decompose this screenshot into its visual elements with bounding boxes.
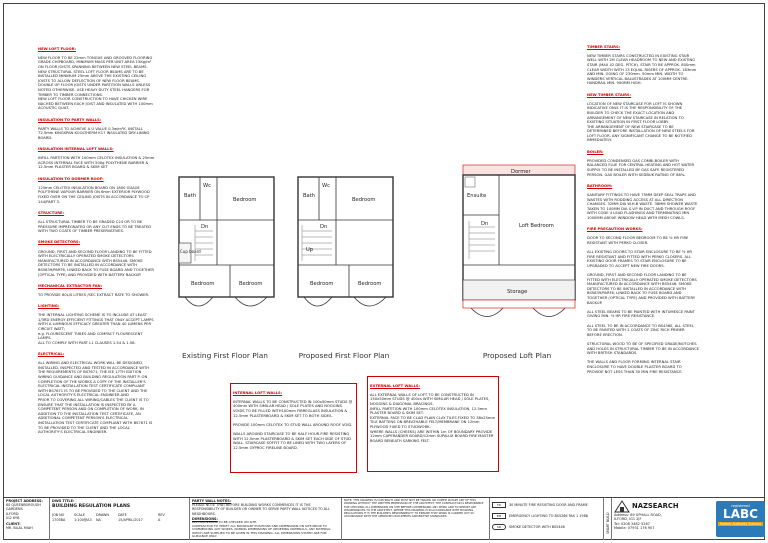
left-notes-column: [38, 40, 155, 439]
plan-title-proposed: Proposed First Floor Plan: [298, 351, 390, 360]
room-label: Up: [306, 247, 314, 253]
room-label: Dn: [481, 221, 489, 227]
info-value: A: [158, 517, 161, 522]
room-label: Dormer: [511, 169, 531, 175]
project-address: 80 QUEENBOROUGH GARDENS ILFORD IG2 6YB: [6, 503, 41, 520]
company-cell: [612, 498, 710, 540]
client-label: CLIENT:: [6, 522, 21, 527]
info-value: 1705BA: [52, 517, 66, 522]
room-label: Bath: [303, 193, 316, 199]
existing-first-floor-plan: [175, 165, 285, 325]
note-text: THE INTERNAL LIGHTING SCHEME IS TO INCLUDE AT LEAST 1/3RD ENERGY EFFICIENT FITTINGS THAT ONLY ACCEPT LAMPS WITH A LUMINOUS EFFICACY GREATER THAN 40 LUMENS PER CIRCUIT WATT; e.g. FLOURESCENT TUBES AND COMPACT FLOURESCENT LAMPS. ALL TO COMPLY WITH PART L1 CLAUSES 1.54 & 1.56.: [38, 313, 154, 345]
info-label: SCALE: [74, 513, 85, 518]
note-heading: INTERNAL LOFT WALLS:: [233, 390, 283, 395]
note-heading: LIGHTING:: [38, 304, 60, 309]
room-label: Wc: [322, 183, 330, 189]
company-name: NAZSEARCH: [632, 501, 679, 510]
proposed-first-floor-plan: [294, 165, 404, 325]
room-label: Bath: [184, 193, 197, 199]
note-text: ALL EXTERNAL WALLS OF LOFT TO BE CONSTRUCTED IN 150x50mm STUDS @ 400cs WITH SIMILAR HEAD / SOLE PLATES, NOGGINS & DIAGONAL BRACINGS. INFILL PARTITION WITH 100mm CELOTEX INSULATION, 12.5mm PLASTER BOARD & SKIM SET. EXTERNAL FACE TO BE CLAD PLAIN CLAY TILES FIXED TO 38x25mm TILE BATTENS ON BREATHABLE FELT/MEMBRANE ON 12mm PLYWOOD FIXED TO STUDWORK. WHERE WALLS (CHEEKS) ARE WITHIN 1m OF BOUNDARY PROVIDE 12mm CAPERANDER BOARD/12mm SUPALUX BOARD FIRE MASTER BOARD BENEATH SARKING FELT.: [370, 392, 496, 443]
room-label: Dn: [320, 224, 328, 230]
note-text: SANITARY FITTINGS TO HAVE 75MM DEEP SEAL TRAPS AND WASTES WITH RODDING ACCESS AT ALL DIRECTION CHANGES. 32MM DIA W.H.B WASTE. 38MM SHOWER WASTE TAKEN TO 100MM DIA S.V.P IN DUCT AND THROUGH ROOF WITH CODE 4 LEAD FLASHINGS AND TERMINATING MIN 1000MM ABOVE WINDOW HEAD WITH MESH COWLS.: [587, 193, 698, 220]
note-heading: BATHROOM:: [587, 183, 613, 188]
company-logo-icon: [614, 499, 630, 513]
info-label: DATE: [118, 513, 127, 518]
labc-sub: registered: [731, 504, 750, 508]
room-label: Wc: [203, 183, 211, 189]
plan-title-loft: Proposed Loft Plan: [482, 351, 552, 360]
room-label: Loft Bedroom: [519, 223, 554, 229]
note-heading: INSULATION TO PARTY WALLS:: [38, 117, 102, 122]
room-label: Bedroom: [191, 281, 215, 287]
drawing-title-label: DWG TITLE:: [52, 499, 75, 503]
legend-text: 30 MINUTE FIRE RESISTING DOOR AND FRAME: [509, 502, 588, 507]
legend-item: [492, 502, 601, 508]
note-text: 125mm CELOTEX INSULATION BOARD ON 1800 GUAGE POLYTHENE VAPOUR BARRIER ON 6mm EXTERIOR PLYWOOD FIXED OVER ON THE CEILING JOISTS IN ACCORDANCE TO CP 144/PART 3.: [38, 185, 150, 204]
note-text: PROVIDED CONDENSED GAS COMBI-BOILER WITH BALANCED FLUE FOR CENTRAL HEATING AND HOT WATER SUPPLY. TO BE INSTALLED BY GAS SAFE REGISTERED PERSON. GAS BOILER WITH SEDBUK RATING OF 88%.: [587, 158, 695, 177]
room-label: Cup board: [180, 249, 201, 254]
info-value: NA: [96, 517, 101, 522]
note-text: TO PROVIDE 60L/S LITRES /SEC EXTRACT RATE TO SHOWER.: [38, 292, 150, 297]
note-heading: EXTERNAL LOFT WALLS:: [370, 383, 421, 388]
fire-door-icon: FD: [492, 502, 506, 508]
info-label: REV: [158, 513, 165, 518]
legend-item: [492, 513, 601, 519]
note-heading: SMOKE DETECTORS:: [38, 240, 81, 245]
external-loft-walls-box: [367, 376, 499, 472]
note-heading: BOILER:: [587, 149, 604, 154]
drawing-title-cell: [50, 498, 190, 540]
project-address-label: PROJECT ADDRESS:: [6, 499, 43, 503]
note-text: ALL STRUCTURAL TIMBER TO BE GRADED C24 OR TO BE PRESSURE IMPREGNATED OR ANY CUT ENDS TO BE TREATED WITH TWO COATS OF TIMBER PRESERVATIVES.: [38, 219, 152, 234]
company-address: Address: 89 UPHALL ROAD, ILFORD, IG1 2JF Tel: 0208 3482 5267 Mobile: 07931 176 907: [614, 513, 662, 530]
room-label: Bedroom: [310, 281, 334, 287]
note-text: DOOR TO SECOND FLOOR BEDROOM TO BE ½ HR FIRE RESISTANT WITH PERKO CLOSER. ALL EXISTING DOORS TO STAIR ENCLOSURE TO BE ½ HR FIRE RESISTANT AND FITTED WITH PERKO CLOSERS. ALL EXISTING DOOR FRAMES TO STAIR ENCLOSURE TO BE UPGRADED TO ACCEPT NEW FIRE DOORS. GROUND, FIRST AND SECOND FLOOR LANDING TO BE FITTED WITH ELECTRICALLY OPERATED SMOKE DETECTORS MANUFACTURED IN ACCORDANCE WITH BS5446. SMOKE DETECTORS TO BE INSTALLED IN ACCORDANCE WITH BS5839/PART6, LINKED BACK TO FUSE BOARD AND TOGETHER (OPTICAL TYPE) AND PROVIDED WITH BATTERY BACKUP. ALL STEEL BEAMS TO BE PAINTED WITH INTUMESCE PAINT GIVING MIN. ½ HR FIRE RESISTANCE. ALL STEEL TO BE IN ACCORDANCE TO BS4360, ALL STEEL TO BE PAINTED WITH 2 COATS OF ZINC RICH PRIMER BEFORE ERECTION. STRUCTURAL WOOD TO BE OF SPECIFIED GRADE/NOTCHES AND HOLES IN STRUCTURAL TIMBER TO BE IN ACCORDANCE WITH BRITISH STANDARDS. THE WALLS AND FLOOR FORMING INTERNAL STAIR ENCLOSURE TO HAVE DOUBLE PLASTER BOARD TO PROVIDE NOT LESS THAN 30 MIN FIRE RESISTANCE.: [587, 236, 699, 374]
side-text: SMART BUILD: [606, 512, 610, 534]
party-wall-label: PARTY WALL NOTES:: [192, 499, 232, 503]
dimensions-label: DIMENSIONS:: [192, 516, 218, 521]
note-text: INTERNAL WALLS TO BE CONSTRUCTED IN 100x50mm STUDS @ 400mm WITH SIMILAR HEAD / SOLE PLATES AND NOGGINS. VOIDS TO BE FILLED WITH100mm FIBREGLASS INSULATION & 12.5mm PLASTERBOARD & SKIM SET TO BOTH SIDES. PROVIDE 100mm CELOTEX TO STUD WALL AROUND ROOF VOID. WALLS AROUND STAIRCASE TO BE HALF HOUR FIRE RESISTING WITH 12.5mm PLASTERBOARD & SKIM SET EACH SIDE OF STUD WALL. STAIRCASE SOFFIT TO BE LINED WITH TWO LAYERS OF 12.5mm GYPROC FIRELINE BOARD.: [233, 399, 353, 450]
notes-cell: [190, 498, 342, 540]
internal-loft-walls-box: [230, 383, 357, 473]
title-block: [4, 497, 764, 539]
client-name: MR. BILAL MIAH: [6, 526, 33, 531]
note-text: ALL WIRING AND ELECTRICAL WORK WILL BE DESIGNED, INSTALLED, INSPECTED AND TESTED IN ACCORDANCE WITH THE REQUIREMENTS OF BS7671, THE IEE 17TH EDITION WIRING GUIDANCE AND BUILDING REGULATION PART P. ON COMPLETION OF THE WORKS A COPY OF THE INSTALLER'S ELECTRICAL INSTALLATION TEST CERTIFICATE COMPLIANT WITH BS7671 IS TO BE PROVIDED TO THE CLIENT AND THE LOCAL AUTHORITY'S ELECTRICAL ENGINEER AND PRIOR TO COVERING ALL WIRING/CABLES THE CLIENT IS TO ENSURE THAT THE INSTALLATION IS INSPECTED BY A COMPETENT PERSON AND ON COMPLETION OF WORK, IN ADDITION TO THE INSTALLATION TEST CERTIFICATE, AN ADDITIONAL COMPETENT PERSON'S ELECTRICAL INSTALLATION TEST CERTIFICATE COMPLIANT WITH BS7671 IS TO BE PROVIDED TO THE CLIENT AND THE LOCAL AUTHORITY'S ELECTRICAL ENGINEER.: [38, 361, 153, 435]
note-heading: INSULATION INTERNAL LOFT WALLS:: [38, 147, 114, 152]
note-heading: MECHANICAL EXTRACTOR FAN:: [38, 283, 103, 288]
room-label: Bedroom: [233, 197, 257, 203]
note-text: NEW TIMBER STAIRS CONSTRUCTED IN EXISTING STAIR WELL WITH 2M CLEAR HEADROOM TO NEW AND EXISTING STAIR (MAX 42 DEG. PITCH). STAIR TO BE APPROX. 800mm CLEAR WIDTH WITH 13 EQUAL RISERS OF APPROX. 183mm AND MIN. GOING OF 230mm. 50mm MIN. WIDTH TO WINDERS VERTICAL BALUSTRADES AT 100MM CENTRE. HANDRAIL MIN. 900MM HIGH.: [587, 53, 697, 86]
note-text: INFILL PARTITION WITH 100mm CELOTEX INSULATION & 25mm ACROSS INTERNAL FACE WITH 500g POLYTHENE BARRIER & 12.5mm PLASTER BOARD & SKIM SET: [38, 156, 155, 170]
room-label: Storage: [507, 289, 528, 295]
smoke-detector-icon: SD: [492, 524, 506, 530]
labc-tagline: Partner Authority Scheme: [719, 522, 762, 526]
note-heading: STRUCTURE:: [38, 210, 65, 215]
plan-title-existing: Existing First Floor Plan: [182, 351, 268, 360]
legend-item: [492, 524, 601, 530]
info-label: JOB NO: [52, 513, 65, 518]
room-label: Bedroom: [239, 281, 263, 287]
drawing-info-values: [52, 518, 187, 522]
labc-text: LABC: [723, 507, 758, 521]
party-wall-text: PLEASE NOTE THAT BEFORE BUILDING WORKS COMMENCES IT IS THE RESPONSIBILITY OF BUILDER OR OWNER TO SERVE PARTY WALL NOTICES TO ALL NEIGHBOURS.: [192, 503, 330, 516]
info-label: DRAWN: [96, 513, 109, 518]
note-heading: FIRE PRECAUTION WORKS:: [587, 227, 643, 232]
note-heading: INSULATION TO DORMER ROOF:: [38, 176, 104, 181]
note-heading: ELECTRICAL:: [38, 352, 65, 356]
drawing-title: BUILDING REGULATION PLANS: [52, 504, 131, 510]
info-value: 15/APRIL/2017: [118, 517, 143, 522]
info-value: 1:100@A3: [74, 517, 92, 522]
room-label: Bedroom: [352, 197, 376, 203]
right-notes-column: [587, 38, 699, 379]
emergency-light-icon: EM: [492, 513, 506, 519]
legend-cell: [490, 498, 604, 540]
side-text-cell: [604, 498, 612, 540]
note-heading: NEW TIMBER STAIRS:: [587, 92, 632, 97]
room-label: Dn: [201, 224, 209, 230]
legend-text: SMOKE DETECTOR WITH BS5446: [509, 524, 565, 529]
room-label: Bedroom: [358, 281, 382, 287]
note-text: LOCATION OF NEW STAIRCASE FOR LOFT IS SHOWN INDICATIVE ONLY. IT IS THE RESPONSIBILITY OF THE BUILDER TO CHECK THE EXACT LOCATION AND ARRANGEMENT OF NEW STAIRCASE IN RELATION TO EXISTING SITUATION IN FIRST FLOOR LOBBY. THE ARRANGEMENT OF NEW STAIRCASE TO BE DETERMINED BEFORE INSTALLATION OF NEW STEELS FOR LOFT FLOOR. ANY SIGNIFICANT CHANGE TO BE NOTIFIED IMMEDIATELY.: [587, 101, 695, 143]
copyright-text: NOTE: THIS DRAWING IS COPYRIGHT AND MUST NOT BE TRACED OR COPIED IN PART ANY OF THIS DRAWING WITHOUT THE WRITTEN PERMISSION OF THE ARCHITECT. THE CONTRACTOR IS RESPONSIBLE FOR CHECKING ALL DIMENSIONS ON SITE BEFORE COMMENCING ANY WORK AND TO REPORT ANY DISCREPANCIES TO THE ARCHITECT. WHERE THIS DRAWING IS IN ACCORDANCE WITH BUILDING REGULATIONS IT IS THE BUILDER'S RESPONSIBILITY TO ENSURE THAT WORK IS CARRIED OUT IN ACCORDANCE WITH THE APPROVED DOCUMENTS AND BRITISH STANDARDS.: [344, 498, 484, 519]
proposed-loft-plan: [459, 155, 584, 330]
note-text: GROUND, FIRST AND SECOND FLOOR LANDING TO BE FITTED WITH ELECTRICALLY OPERATED SMOKE DETECTORS MANUFACTURED IN ACCORDANCE WITH BS5446. SMOKE DETECTORS TO BE INSTALLED IN ACCORDANCE WITH BS5839/PART6, LINKED BACK TO FUSE BOARD AND TOGETHER (OPTICAL TYPE) AND PROVIDED WITH BATTERY BACKUP.: [38, 249, 154, 277]
note-text: PARTY WALLS TO ACHIEVE A U VALUE 0.3w/m²K. INSTALL 72.5mm KINGSPAN KOOLTHERM K17 INSULATED DRY-LINING BOARD.: [38, 126, 150, 140]
note-heading: NEW LOFT FLOOR:: [38, 46, 76, 51]
copyright-cell: [342, 498, 490, 540]
labc-logo: [716, 501, 765, 537]
note-heading: TIMBER STAIRS:: [587, 44, 621, 49]
room-label: Ensuite: [467, 193, 487, 199]
note-text: NEW FLOOR TO BE 22mm TONGUE AND GROOVED FLOORING GRADE CHIPBOARD, MINIMUM MASS PER UNIT AREA 15Kg/m² ON FLOOR JOISTS SPANNING BETWEEN NEW STEEL BEAMS. NEW STRUCTURAL STEEL LOFT FLOOR BEAMS ARE TO BE INSTALLED MINIMUM 25mm ABOVE THE EXISTING CEILING JOISTS TO ALLOW DEFLECTION OF NEW FLOOR BEAMS. DOUBLE UP FLOOR JOISTS UNDER PARTITION WALLS UNLESS NOTED OTHERWISE. USE HEAVY DUTY STEEL HANGERS FOR TIMBER TO TIMBER CONNECTIONS. NEW LOFT FLOOR CONSTRUCTION TO HAVE CHICKEN WIRE NACHED BETWEEN EACH JOIST AND INSULATED WITH 100mm ACOUSTIC QUILT.: [38, 55, 153, 111]
legend-text: EMERGENCY LIGHTING TO BS5266 PAS 1 1988: [509, 513, 588, 518]
project-address-cell: [4, 498, 50, 540]
dimensions-text: ALL DIMENSIONS TO BE CHECKED ON SITE. CONTRACTOR TO VERIFY ALL BOUNDARY POSITIONS AND DIMENSIONS ON SITE PRIOR TO COMMENCING ANY WORKS. NAMING DIMENSIONS OF ORDERING MATERIALS. ANY MATERIAL WHICH ARE SUPPLIED TO BE GIVEN IN THIS DRAWING. ALL DIMENSIONS STATED ARE FOR GUIDANCE ONLY.: [192, 520, 331, 539]
